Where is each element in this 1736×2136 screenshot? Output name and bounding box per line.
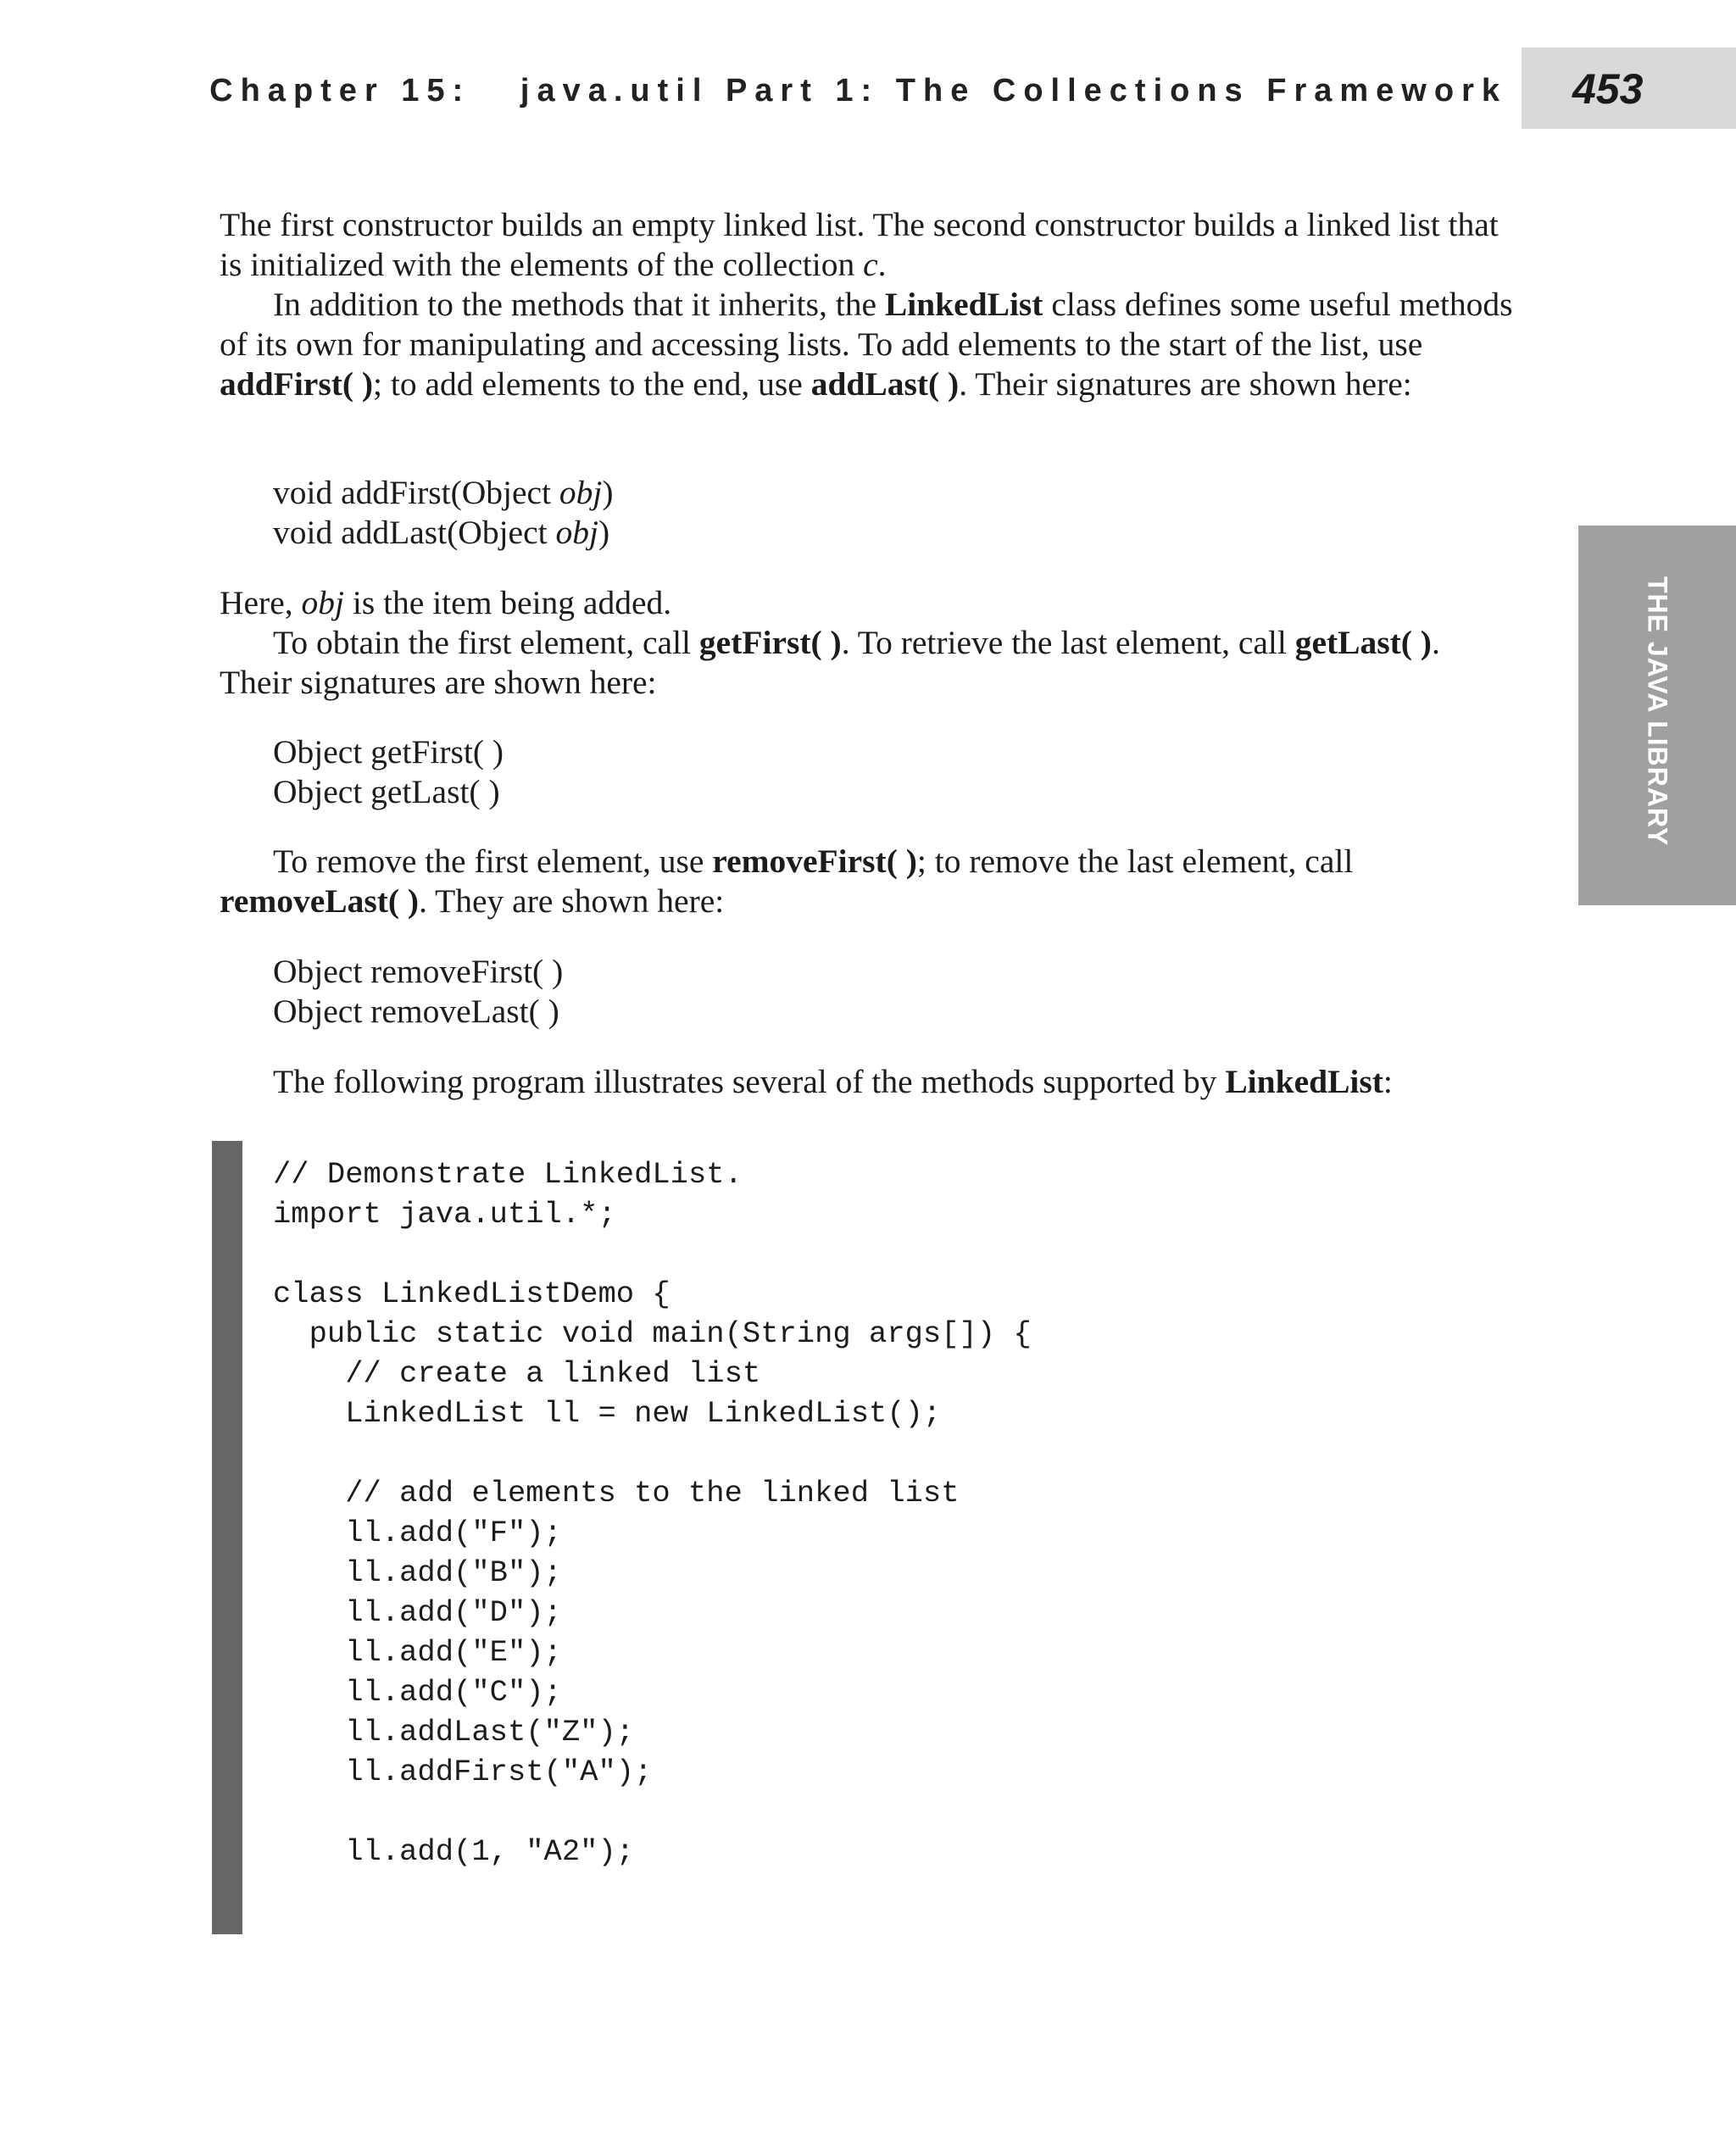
param-name: obj — [301, 584, 344, 621]
page-number-box — [1522, 47, 1736, 129]
method-name: getFirst( ) — [698, 624, 842, 661]
code-line: ll.add(1, "A2"); — [273, 1834, 635, 1869]
code-line: public static void main(String args[]) { — [273, 1316, 1032, 1351]
text-run: ; to add elements to the end, use — [373, 365, 811, 403]
paragraph-constructors — [220, 205, 1516, 285]
code-line: ll.addFirst("A"); — [273, 1755, 653, 1789]
code-line — [273, 1792, 1032, 1832]
signature-line: Object removeLast( ) — [273, 993, 559, 1030]
paragraph-obj — [220, 583, 1516, 623]
code-line: import java.util.*; — [273, 1197, 616, 1232]
class-name: LinkedList — [1225, 1063, 1383, 1100]
text-run: To obtain the first element, call — [273, 624, 699, 661]
method-name: removeFirst( ) — [712, 843, 917, 880]
method-name: addFirst( ) — [220, 365, 374, 403]
code-listing — [273, 1154, 1032, 1872]
remove-signatures — [273, 952, 563, 1032]
running-head — [0, 47, 1736, 129]
paragraph-program-intro — [220, 1062, 1516, 1102]
signature-line: Object getLast( ) — [273, 773, 500, 810]
code-line: ll.add("F"); — [273, 1516, 562, 1550]
code-line — [273, 1433, 1032, 1473]
code-line: // add elements to the linked list — [273, 1476, 960, 1510]
paragraph-remove-methods — [220, 842, 1516, 921]
listing-bar — [212, 1141, 242, 1934]
text-run: The first constructor builds an empty linked list. The second constructor builds a linked list that is initialized with the elements of the collection — [220, 206, 1499, 283]
text-run: : — [1383, 1063, 1393, 1100]
signature-line: void addLast(Object obj) — [273, 514, 610, 551]
code-line: LinkedList ll = new LinkedList(); — [273, 1396, 942, 1431]
text-run: To remove the first element, use — [273, 843, 713, 880]
class-name: LinkedList — [884, 286, 1043, 323]
text-run: . Their signatures are shown here: — [959, 365, 1412, 403]
code-line: ll.add("E"); — [273, 1635, 562, 1670]
code-line: // Demonstrate LinkedList. — [273, 1157, 743, 1192]
text-run: . They are shown here: — [419, 882, 725, 920]
code-line: ll.add("D"); — [273, 1595, 562, 1630]
get-signatures — [273, 732, 504, 812]
method-name: addLast( ) — [810, 365, 960, 403]
section-tab-label: THE JAVA LIBRARY — [1642, 576, 1673, 847]
text-run: . To retrieve the last element, call — [841, 624, 1295, 661]
text-run: Here, — [220, 584, 302, 621]
method-name: getLast( ) — [1294, 624, 1432, 661]
signature-line: void addFirst(Object obj) — [273, 474, 614, 511]
signature-line: Object removeFirst( ) — [273, 953, 564, 990]
chapter-title: Chapter 15: java.util Part 1: The Collections Framework — [209, 73, 1507, 108]
text-run: . — [877, 246, 887, 283]
section-thumb-tab — [1578, 526, 1736, 905]
code-line: class LinkedListDemo { — [273, 1277, 670, 1311]
signature-line: Object getFirst( ) — [273, 733, 504, 770]
paragraph-linkedlist-methods — [220, 285, 1516, 404]
add-signatures — [273, 473, 614, 553]
code-line: ll.addLast("Z"); — [273, 1715, 635, 1749]
paragraph-get-methods — [220, 623, 1516, 703]
text-run: class defines some useful methods of its own for manipulating and accessing lists. To add elements to the start of the list, use — [220, 286, 1513, 363]
code-line: // create a linked list — [273, 1356, 761, 1391]
page-number: 453 — [1572, 65, 1644, 113]
text-run: is the item being added. — [343, 584, 672, 621]
method-name: removeLast( ) — [220, 882, 420, 920]
code-line: ll.add("B"); — [273, 1555, 562, 1590]
code-line: ll.add("C"); — [273, 1675, 562, 1710]
text-run: In addition to the methods that it inherits, the — [273, 286, 885, 323]
param-name: c — [863, 246, 878, 283]
text-run: The following program illustrates several of the methods supported by — [273, 1063, 1226, 1100]
code-line — [273, 1234, 1032, 1274]
text-run: . Their signatures are shown here: — [220, 624, 1440, 701]
text-run: ; to remove the last element, call — [916, 843, 1354, 880]
